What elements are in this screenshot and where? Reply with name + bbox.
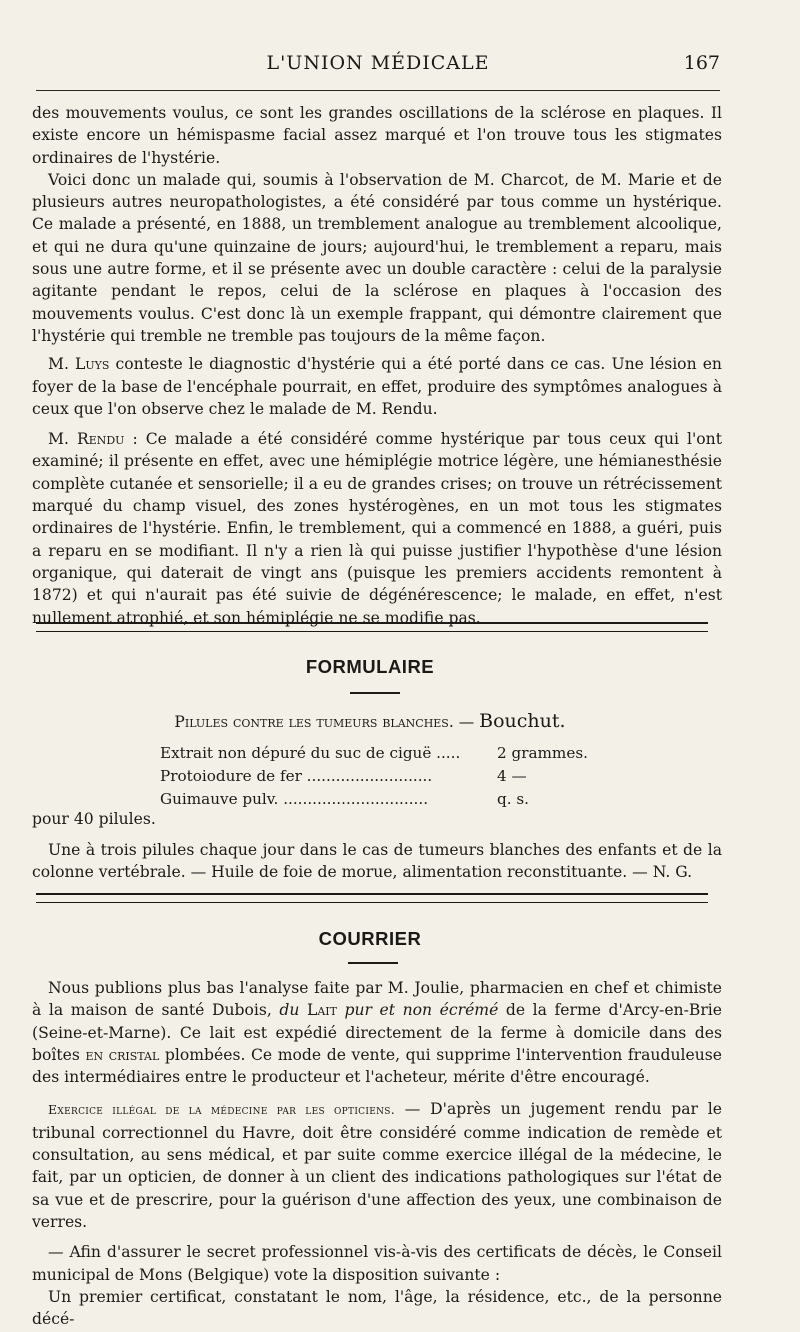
paragraph-text: conteste le diagnostic d'hystérie qui a été porté dans ce cas. Une lésion en foyer de la base de l'encéphale pourrait, en effet, produire des symptômes analogues à ceux que l'on observe chez le malade de M. Rendu. <box>32 355 722 418</box>
paragraph <box>32 353 722 420</box>
ingredient-quantity: 2 grammes. <box>497 744 588 762</box>
recipe-author: Bouchut. <box>479 710 566 732</box>
ingredient-row <box>160 765 600 788</box>
paragraph <box>32 977 722 1088</box>
italic-text: du <box>279 1001 307 1020</box>
running-header <box>36 52 720 82</box>
paragraph-text: — D'après un jugement rendu par le tribunal correctionnel du Havre, doit être considéré comme indication de remède et consultation, au sens médical, et par suite comme exercice illégal de la médecine, le fait, par un opticien, de donner à un client des indications pathologiques sur l'état de sa vue et de prescrire, pour la guérison d'une affection des yeux, une combinaison de verres. <box>32 1100 722 1231</box>
paragraph <box>32 1098 722 1233</box>
courrier-heading: COURRIER <box>318 928 422 949</box>
ingredient-name: Extrait non dépuré du suc de ciguë ..... <box>160 744 461 762</box>
heading-ornament <box>348 962 398 964</box>
ingredient-list <box>160 742 600 811</box>
speaker-name: M. Rendu <box>48 430 125 449</box>
paragraph: Une à trois pilules chaque jour dans le cas de tumeurs blanches des enfants et de la colonne vertébrale. — Huile de foie de morue, alimentation reconstituante. — N. G. <box>32 841 722 882</box>
section-divider <box>36 622 708 632</box>
recipe-name: Pilules contre les tumeurs blanches. — <box>174 713 475 731</box>
ingredient-row <box>160 742 600 765</box>
ingredient-quantity: 4 — <box>497 767 527 785</box>
courrier-section <box>32 977 722 1330</box>
pills-count: pour 40 pilules. <box>32 810 156 828</box>
page-number: 167 <box>683 52 720 74</box>
speaker-name: M. Luys <box>48 355 110 374</box>
paragraph: des mouvements voulus, ce sont les grandes oscillations de la sclérose en plaques. Il existe encore un hémispasme facial assez marqué et l'on trouve tous les stigmates ordinaires de l'hystérie. <box>32 104 722 167</box>
ingredient-name: Protoiodure de fer .......................... <box>160 767 433 785</box>
paragraph: — Afin d'assurer le secret professionnel vis-à-vis des certificats de décès, le Conseil municipal de Mons (Belgique) vote la disposition suivante : <box>32 1243 722 1284</box>
paragraph-text: : Ce malade a été considéré comme hystérique par tous ceux qui l'ont examiné; il présente en effet, avec une hémiplégie motrice légère, une hémianesthésie complète cutanée et sensorielle; il a eu de grandes crises; on trouve un rétrécissement marqué du champ visuel, des zones hystérogènes, en un mot tous les stigmates ordinaires de l'hystérie. Enfin, le tremblement, qui a commencé en 1888, a guéri, puis a reparu en se modifiant. Il n'y a rien là qui puisse justifier l'hypothèse d'une lésion organique, qui daterait de vingt ans (puisque les premiers accidents remontent à 1872) et qui n'aurait pas été suivie de dégénérescence; le malade, en effet, n'est nullement atrophié, et son hémiplégie ne se modifie pas. <box>32 430 722 627</box>
paragraph-heading: Exercice illégal de la médecine par les opticiens. <box>48 1102 396 1118</box>
paragraph-text: de la ferme d'Arcy-en-Brie (Seine-et-Marne). Ce lait est expédié directement de la ferme à domicile dans des boîtes <box>32 1001 722 1064</box>
header-rule <box>36 90 720 91</box>
small-caps-text: en cristal <box>85 1045 160 1064</box>
ingredient-quantity: q. s. <box>497 790 529 808</box>
ingredient-name: Guimauve pulv. .............................. <box>160 790 429 808</box>
small-caps-text: Lait <box>306 1001 337 1020</box>
paragraph-text: plombées. Ce mode de vente, qui supprime l'intervention frauduleuse des intermédiaires entre le producteur et l'acheteur, mérite d'être encouragé. <box>32 1045 722 1087</box>
recipe-usage <box>32 839 722 884</box>
section-divider <box>36 893 708 903</box>
paragraph: Un premier certificat, constatant le nom, l'âge, la résidence, etc., de la personne décé- <box>32 1287 722 1329</box>
paragraph-text: Nous publions plus bas l'analyse faite par M. Joulie, pharmacien en chef et chimiste à la maison de santé Dubois, <box>32 979 722 1020</box>
recipe-title <box>0 710 740 732</box>
journal-title: L'UNION MÉDICALE <box>266 52 490 74</box>
heading-ornament <box>350 692 400 694</box>
formulaire-heading: FORMULAIRE <box>305 656 435 677</box>
italic-text: pur et non écrémé <box>336 1001 499 1020</box>
paragraph <box>32 428 722 629</box>
paragraph: Voici donc un malade qui, soumis à l'observation de M. Charcot, de M. Marie et de plusieurs autres neuropathologistes, a été considéré par tous comme un hystérique. Ce malade a présenté, en 1888, un tremblement analogue au tremblement alcoolique, et qui ne dura qu'une quinzaine de jours; aujourd'hui, le tremblement a reparu, mais sous une autre forme, et il se présente avec un double caractère : celui de la paralysie agitante pendant le repos, celui de la sclérose en plaques à l'occasion des mouvements voulus. C'est donc là un exemple frappant, qui démontre clairement que l'hystérie qui tremble ne tremble pas toujours de la même façon. <box>32 170 722 345</box>
discussion-section <box>32 102 722 629</box>
